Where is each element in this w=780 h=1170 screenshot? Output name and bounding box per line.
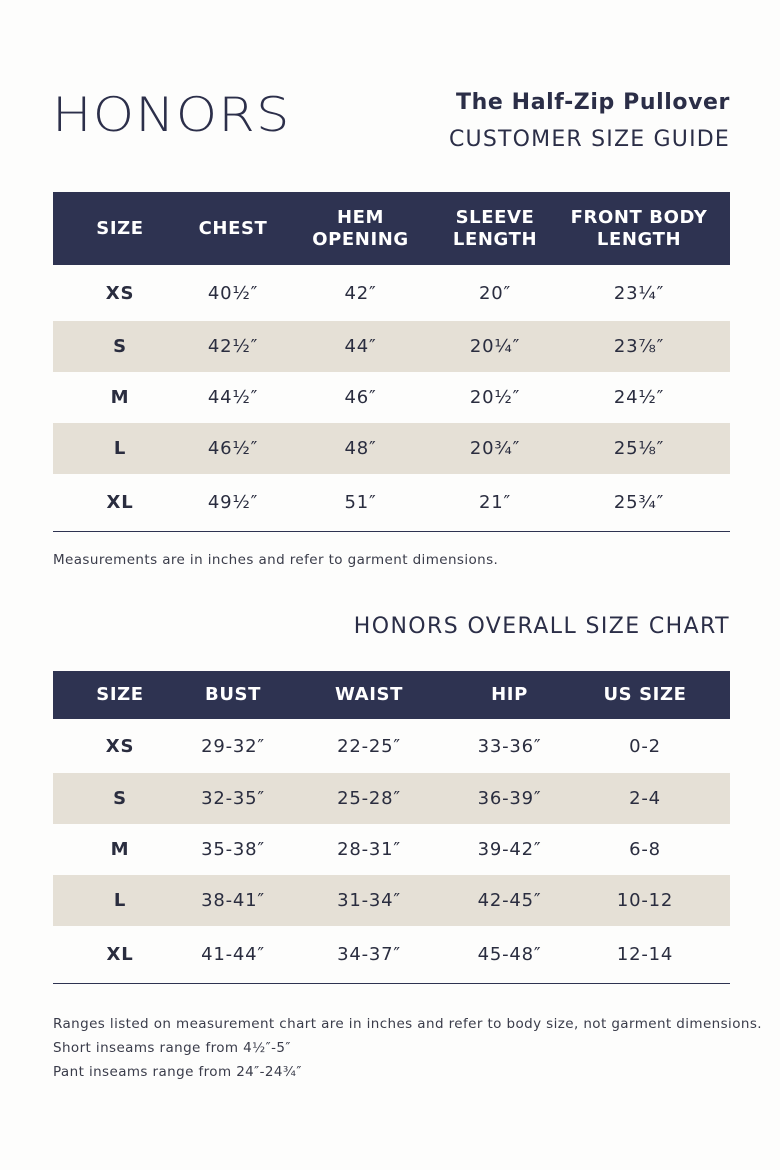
us-size-cell: 6-8 <box>629 839 661 860</box>
sleeve-length-cell: 20¼″ <box>442 321 548 372</box>
hip-cell: 45-48″ <box>459 926 560 984</box>
chest-cell: 49½″ <box>187 474 279 532</box>
size-cell: S <box>53 321 187 372</box>
garment-measurement-note: Measurements are in inches and refer to garment dimensions. <box>53 552 499 568</box>
pant-inseam-note: Pant inseams range from 24″-24¾″ <box>53 1064 302 1080</box>
table-row <box>53 423 730 474</box>
hip-cell: 36-39″ <box>459 773 560 824</box>
us-size-cell: 10-12 <box>560 875 730 926</box>
front-body-length-cell: 24½″ <box>613 387 665 408</box>
waist-cell: 22-25″ <box>337 735 401 757</box>
us-size-cell: 2-4 <box>560 773 730 824</box>
chest-cell: 42½″ <box>187 321 279 372</box>
hip-cell: 39-42″ <box>477 839 542 860</box>
column-header-waist: WAIST <box>279 671 459 719</box>
overall-size-table <box>53 671 730 984</box>
chest-cell: 44½″ <box>207 387 259 408</box>
sleeve-length-cell: 20½″ <box>469 387 521 408</box>
size-cell: XS <box>105 735 135 757</box>
hem-opening-cell: 51″ <box>279 474 442 532</box>
table-row <box>53 474 730 532</box>
hip-cell: 33-36″ <box>477 735 542 757</box>
column-header-bust: BUST <box>187 671 279 719</box>
guide-subtitle: CUSTOMER SIZE GUIDE <box>448 127 730 152</box>
sleeve-length-cell: 21″ <box>442 474 548 532</box>
hip-cell: 42-45″ <box>459 875 560 926</box>
table-row <box>53 719 730 773</box>
table-row <box>53 875 730 926</box>
bust-cell: 38-41″ <box>187 875 279 926</box>
sleeve-length-cell: 20¾″ <box>442 423 548 474</box>
table-row <box>53 372 730 423</box>
bust-cell: 41-44″ <box>187 926 279 984</box>
bust-cell: 32-35″ <box>187 773 279 824</box>
size-cell: XS <box>105 282 135 304</box>
front-body-length-cell: 23¼″ <box>613 282 665 304</box>
garment-size-table <box>53 192 730 532</box>
front-body-length-cell: 25¾″ <box>548 474 730 532</box>
waist-cell: 25-28″ <box>279 773 459 824</box>
table-row <box>53 265 730 321</box>
sleeve-length-cell: 20″ <box>478 282 512 304</box>
table-row <box>53 824 730 875</box>
hem-opening-cell: 44″ <box>279 321 442 372</box>
size-cell: L <box>53 875 187 926</box>
chest-cell: 40½″ <box>207 282 259 304</box>
hem-opening-cell: 42″ <box>344 282 377 304</box>
product-title: The Half-Zip Pullover <box>456 90 730 115</box>
size-cell: XL <box>53 474 187 532</box>
size-cell: M <box>110 839 130 860</box>
us-size-cell: 0-2 <box>629 735 661 757</box>
bust-cell: 35-38″ <box>201 839 265 860</box>
table-row <box>53 321 730 372</box>
bust-cell: 29-32″ <box>201 735 265 757</box>
table-row <box>53 926 730 984</box>
us-size-cell: 12-14 <box>560 926 730 984</box>
size-cell: S <box>53 773 187 824</box>
column-header-size: SIZE <box>53 192 187 265</box>
chest-cell: 46½″ <box>187 423 279 474</box>
overall-chart-title: HONORS OVERALL SIZE CHART <box>353 614 730 639</box>
size-cell: L <box>53 423 187 474</box>
waist-cell: 28-31″ <box>337 839 401 860</box>
column-header-sleeve-length: SLEEVE LENGTH <box>442 192 548 265</box>
hem-opening-cell: 46″ <box>344 387 377 408</box>
column-header-size: SIZE <box>53 671 187 719</box>
hem-opening-cell: 48″ <box>279 423 442 474</box>
column-header-hem-opening: HEM OPENING <box>279 192 442 265</box>
size-cell: XL <box>53 926 187 984</box>
column-header-chest: CHEST <box>187 192 279 265</box>
size-cell: M <box>110 387 130 408</box>
column-header-front-body-length: FRONT BODY LENGTH <box>548 192 730 265</box>
front-body-length-cell: 23⅞″ <box>548 321 730 372</box>
front-body-length-cell: 25⅛″ <box>548 423 730 474</box>
column-header-us-size: US SIZE <box>560 671 730 719</box>
waist-cell: 34-37″ <box>279 926 459 984</box>
waist-cell: 31-34″ <box>279 875 459 926</box>
honors-logo: HONORS <box>52 88 291 143</box>
table-header-row <box>53 192 730 265</box>
table-row <box>53 773 730 824</box>
table-header-row <box>53 671 730 719</box>
short-inseam-note: Short inseams range from 4½″-5″ <box>53 1040 291 1056</box>
body-size-note: Ranges listed on measurement chart are in inches and refer to body size, not garment dimensions. <box>53 1016 762 1032</box>
column-header-hip: HIP <box>459 671 560 719</box>
